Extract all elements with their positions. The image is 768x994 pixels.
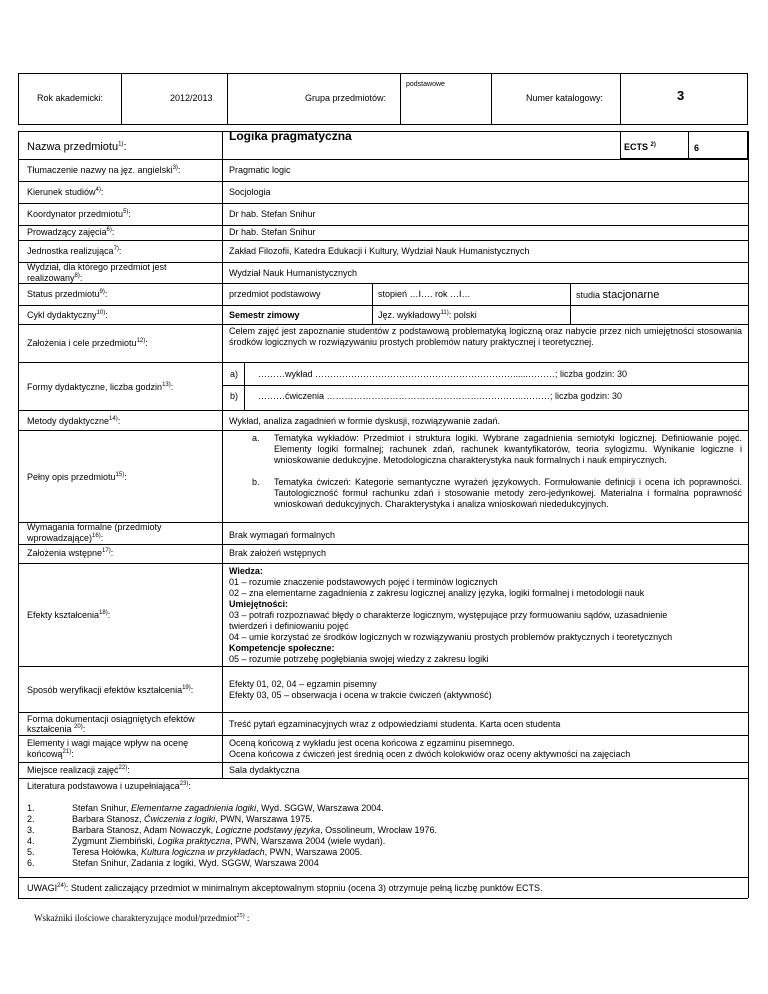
header-divider [620, 73, 621, 125]
cykl-value: Semestr zimowy [229, 310, 300, 320]
row-label: Tłumaczenie nazwy na jęz. angielski$^{3)}$: [27, 165, 181, 175]
row-rule [18, 898, 748, 899]
uwagi-text: UWAGI$^{24)}$: Student zaliczający przedmiot w minimalnym akceptowalnym stopniu (ocena 3) otrzymuje pełną liczbę punktów ECTS. [27, 883, 543, 893]
row-rule [18, 225, 748, 226]
efekty-item: 02 – zna elementarne zagadnienia z zakresu logicznej analizy języka, logiki formalnej i metodologii nauk [229, 588, 645, 598]
row-rule [18, 305, 748, 306]
row-label: Wydział, dla którego przedmiot jest realizowany$^{8)}$: [27, 262, 167, 283]
header-divider [400, 73, 401, 125]
weryfikacja-line: Efekty 03, 05 – obserwacja i ocena w trakcie ćwiczeń (aktywność) [229, 690, 492, 700]
wagi-label-cont: końcową$^{21)}$: [27, 749, 74, 759]
formy-item-letter: b) [230, 391, 239, 401]
row-rule [18, 203, 748, 204]
status-label: Status przedmiotu$^{9)}$: [27, 289, 108, 299]
opis-label: Pełny opis przedmiotu$^{15)}$: [27, 472, 127, 482]
opis-item-text: Tematyka ćwiczeń: Kategorie semantyczne wyrażeń językowych. Formułowanie definicji i ocena ich poprawności. Tautologiczność formuł rachunku zdań i stosowanie metody zero-jedynkowej. Materialna i formalna poprawność wnioskowań dedukcyjnych. Charakterystyka i analiza wnioskowań niededukcyjnych. [274, 477, 742, 509]
grupa-przedmiotow-label: Grupa przedmiotów: [305, 93, 387, 103]
formy-item-text: ………ćwiczenia …………………………………………….…………..………; liczba godzin: 30 [258, 391, 623, 401]
cykl-divider [372, 305, 373, 324]
miejsce-value: Sala dydaktyczna [229, 765, 300, 775]
row-rule [18, 877, 748, 878]
row-value: Pragmatic logic [229, 165, 291, 175]
row-rule [18, 778, 748, 779]
row-value: Wydział Nauk Humanistycznych [229, 268, 357, 278]
table-right-border [748, 131, 749, 898]
row-rule [18, 159, 748, 160]
row-rule [18, 324, 748, 325]
miejsce-label: Miejsce realizacji zajęć$^{22)}$: [27, 765, 130, 775]
literatura-item: Zygmunt Ziembiński, Logika praktyczna, PWN, Warszawa 2004 (wiele wydań). [72, 836, 386, 846]
rok-akademicki-value: 2012/2013 [170, 93, 213, 103]
course-name-value: Logika pragmatyczna [229, 129, 352, 143]
efekty-item: 03 – potrafi rozpoznawać błędy o charakterze logicznym, występujące przy formuowaniu sądów, uzasadnienie [229, 610, 668, 620]
row-label: Koordynator przedmiotu$^{5)}$: [27, 209, 131, 219]
row-rule [18, 430, 748, 431]
grupa-przedmiotow-value: podstawowe [406, 81, 445, 88]
header-divider [491, 73, 492, 125]
literatura-item: Stefan Snihur, Zadania z logiki, Wyd. SGGW, Warszawa 2004 [72, 858, 319, 868]
formy-label: Formy dydaktyczne, liczba godzin$^{13)}$: [27, 382, 174, 392]
weryfikacja-line: Efekty 01, 02, 04 – egzamin pisemny [229, 679, 377, 689]
formy-item-text: ………wykład …………………………………………………………......………; liczba godzin: 30 [258, 369, 628, 379]
literatura-num: 2. [27, 814, 35, 824]
wymagania-label: Wymagania formalne (przedmioty wprowadzające)$^{16)}$: [27, 522, 162, 543]
formy-rule [222, 385, 748, 386]
footer-text: Wskaźniki ilościowe charakteryzujące moduł/przedmiot$^{25)}$ : [34, 913, 250, 923]
row-value: Zakład Filozofii, Katedra Edukacji i Kultury, Wydział Nauk Humanistycznych [229, 246, 530, 256]
literatura-item: Barbara Stanosz, Adam Nowaczyk, Logiczne podstawy języka, Ossolineum, Wrocław 1976. [72, 825, 438, 835]
cykl-divider [570, 305, 571, 324]
status-value: przedmiot podstawowy [229, 289, 321, 299]
efekty-item: 04 – umie korzystać ze środków logicznych w rozwiązywaniu prostych problemów praktycznych i teoretycznych [229, 632, 673, 642]
ects-value: 6 [694, 143, 700, 153]
row-rule [18, 735, 748, 736]
status-studia: studia stacjonarne [576, 289, 660, 301]
dokumentacja-label-cont: kształcenia $^{20)}$: [27, 724, 86, 734]
row-value: Socjologia [229, 187, 271, 197]
efekty-label: Efekty kształcenia$^{18)}$: [27, 610, 111, 620]
status-divider [570, 283, 571, 305]
cykl-label: Cykl dydaktyczny$^{10)}$: [27, 310, 108, 320]
formy-item-letter: a) [230, 369, 239, 379]
metody-label: Metody dydaktyczne$^{14)}$: [27, 416, 121, 426]
numer-katalogowy-value: 3 [677, 88, 685, 103]
row-label: Jednostka realizująca$^{7)}$: [27, 246, 122, 256]
efekty-heading-umiejetnosci: Umiejętności: [229, 599, 289, 609]
literatura-num: 4. [27, 836, 35, 846]
literatura-num: 3. [27, 825, 35, 835]
efekty-item: 05 – rozumie potrzebę pogłębiania swojej wiedzy z zakresu logiki [229, 654, 489, 664]
literatura-item: Stefan Snihur, Elementarne zagadnienia logiki, Wyd. SGGW, Warszawa 2004. [72, 803, 384, 813]
zalozenia-cele-value: Celem zajęć jest zapoznanie studentów z podstawową problematyką logiczną oraz nabycie przez nich umiejętności stosowania środków logicznych w rozwiązywaniu prostych problemów natury praktycznej i teoretycznej. [229, 326, 742, 347]
ects-label: ECTS $^{2)}$ [624, 142, 656, 152]
rok-akademicki-label: Rok akademicki: [37, 93, 104, 103]
row-rule [18, 181, 748, 182]
literatura-item: Barbara Stanosz, Ćwiczenia z logiki, PWN, Warszawa 1975. [72, 814, 313, 824]
table-left-border [18, 131, 19, 898]
opis-item-letter: b. [252, 477, 260, 487]
status-stopien: stopień …I…. rok …I… [378, 289, 471, 299]
formy-divider [244, 362, 245, 410]
row-rule [18, 410, 748, 411]
course-name-label: Nazwa przedmiotu$^{1)}$: [27, 141, 127, 153]
table-top-border [18, 131, 620, 132]
wagi-line: Ocena końcowa z ćwiczeń jest średnią ocen z dwóch kolokwiów oraz oceny aktywności na zajęciach [229, 749, 631, 759]
efekty-heading-wiedza: Wiedza: [229, 566, 263, 576]
wymagania-value: Brak wymagań formalnych [229, 530, 336, 540]
metody-value: Wykład, analiza zagadnień w formie dyskusji, rozwiązywanie zadań. [229, 416, 501, 426]
zalozenia-wstepne-label: Założenia wstępne$^{17)}$: [27, 548, 114, 558]
numer-katalogowy-label: Numer katalogowy: [526, 93, 604, 103]
row-rule [18, 712, 748, 713]
efekty-heading-kompetencje: Kompetencje społeczne: [229, 643, 335, 653]
row-rule [18, 762, 748, 763]
row-rule [18, 240, 748, 241]
header-divider [227, 73, 228, 125]
weryfikacja-label: Sposób weryfikacji efektów kształcenia$^{19)}$: [27, 685, 194, 695]
literatura-item: Teresa Hołówka, Kultura logiczna w przykładach, PWN, Warszawa 2005. [72, 847, 363, 857]
wagi-line: Oceną końcową z wykładu jest ocena końcowa z egzaminu pisemnego. [229, 738, 515, 748]
efekty-item: 01 – rozumie znaczenie podstawowych pojęć i terminów logicznych [229, 577, 498, 587]
row-value: Dr hab. Stefan Snihur [229, 209, 316, 219]
row-rule [18, 563, 748, 564]
jezyk-wykladowy: Jęz. wykładowy$^{11)}$: polski [378, 310, 477, 320]
row-rule [18, 666, 748, 667]
zalozenia-cele-label: Założenia i cele przedmiotu$^{12)}$: [27, 338, 148, 348]
row-value: Dr hab. Stefan Snihur [229, 227, 316, 237]
opis-item-text: Tematyka wykładów: Przedmiot i struktura logiki. Wybrane zagadnienia semiotyki logicznej. Definiowanie pojęć. Elementy logiki formalnej; rachunek zdań, rachunek kwantyfikatorów, teoria sylogizmu. Wynikanie logiczne i wnioskowanie dedukcyjne. Metodologiczna charakterystyka nauk formalnych i nauk empirycznych. [274, 433, 742, 465]
opis-item-letter: a. [252, 433, 260, 443]
row-label: Kierunek studiów$^{4)}$: [27, 187, 104, 197]
wagi-label: Elementy i wagi mające wpływ na ocenę [27, 738, 189, 748]
literatura-num: 5. [27, 847, 35, 857]
efekty-item: twierdzeń i definiowaniu pojęć [229, 621, 349, 631]
literatura-num: 6. [27, 858, 35, 868]
label-column-divider [222, 131, 223, 778]
literatura-label: Literatura podstawowa i uzupełniająca$^{23)}$: [27, 781, 191, 791]
dokumentacja-value: Treść pytań egzaminacyjnych wraz z odpowiedziami studenta. Karta ocen studenta [229, 719, 561, 729]
row-label: Prowadzący zajęcia$^{6)}$: [27, 227, 115, 237]
row-rule [18, 544, 748, 545]
dokumentacja-label: Forma dokumentacji osiągniętych efektów [27, 714, 195, 724]
literatura-num: 1. [27, 803, 35, 813]
ects-divider [688, 131, 689, 159]
header-divider [121, 73, 122, 125]
zalozenia-wstepne-value: Brak założeń wstępnych [229, 548, 327, 558]
row-rule [18, 362, 748, 363]
status-divider [372, 283, 373, 305]
